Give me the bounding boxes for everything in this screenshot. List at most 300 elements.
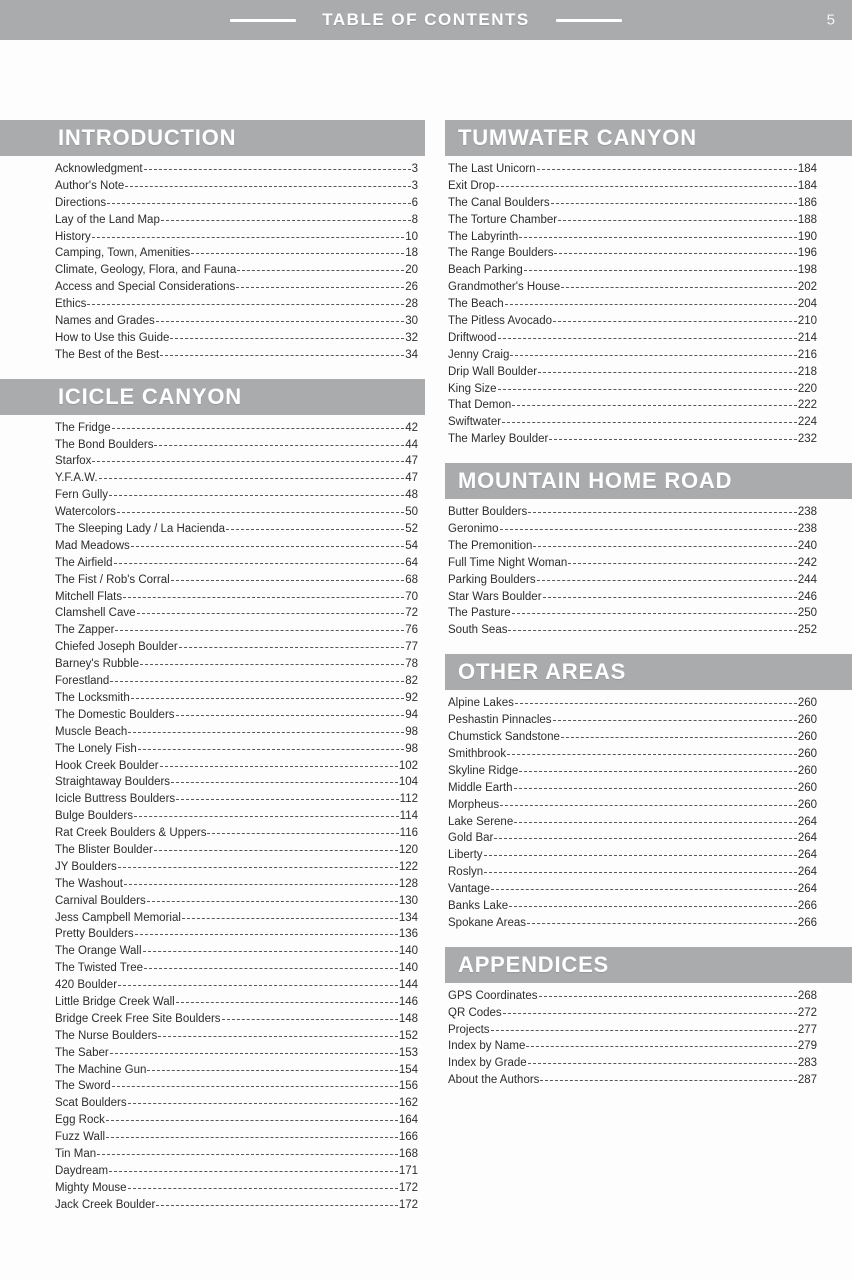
entry-page-number: 264 [797, 883, 817, 896]
entry-label: Ethics [55, 298, 87, 311]
entry-page-number: 260 [797, 714, 817, 727]
dot-leader [147, 901, 398, 902]
toc-entry [55, 470, 418, 487]
dot-leader [176, 715, 405, 716]
entry-page-number: 164 [398, 1114, 418, 1127]
entry-page-number: 264 [797, 849, 817, 862]
entry-label: Gold Bar [448, 832, 494, 845]
toc-section-other-areas [445, 654, 852, 931]
toc-entry [55, 656, 418, 673]
toc-entry [448, 695, 817, 712]
toc-column-right [445, 120, 852, 1104]
toc-entry [448, 538, 817, 555]
dot-leader [237, 270, 404, 271]
entry-page-number: 76 [405, 624, 418, 637]
entry-label: Drip Wall Boulder [448, 365, 538, 378]
entry-label: How to Use this Guide [55, 331, 170, 344]
dot-leader [537, 169, 797, 170]
toc-entry [448, 898, 817, 915]
toc-entry [448, 161, 817, 178]
entry-page-number: 153 [398, 1046, 418, 1059]
toc-entry [448, 589, 817, 606]
section-title: ICICLE CANYON [0, 379, 425, 415]
entry-page-number: 104 [398, 776, 418, 789]
toc-entry [448, 814, 817, 831]
section-title: OTHER AREAS [445, 654, 852, 690]
entry-label: Lake Serene [448, 815, 514, 828]
toc-entry [55, 296, 418, 313]
entry-page-number: 3 [411, 179, 418, 192]
entry-label: The Range Boulders [448, 247, 554, 260]
dot-leader [498, 338, 797, 339]
entry-page-number: 184 [797, 179, 817, 192]
dot-leader [514, 822, 797, 823]
entry-label: Barney's Rubble [55, 658, 140, 671]
entry-page-number: 146 [398, 995, 418, 1008]
toc-entry [55, 161, 418, 178]
toc-entry [448, 572, 817, 589]
dot-leader [123, 597, 404, 598]
entry-page-number: 264 [797, 866, 817, 879]
entry-label: Author's Note [55, 179, 125, 192]
entry-page-number: 98 [405, 725, 418, 738]
entry-label: Pretty Boulders [55, 928, 134, 941]
toc-entry [55, 330, 418, 347]
entry-page-number: 28 [405, 298, 418, 311]
entry-label: Mighty Mouse [55, 1181, 127, 1194]
dot-leader [171, 782, 398, 783]
entry-page-number: 44 [405, 438, 418, 451]
toc-entry [55, 724, 418, 741]
toc-entry [55, 842, 418, 859]
entry-label: Star Wars Boulder [448, 590, 542, 603]
entry-label: The Labyrinth [448, 230, 519, 243]
entry-page-number: 260 [797, 747, 817, 760]
entry-page-number: 78 [405, 658, 418, 671]
entry-page-number: 70 [405, 590, 418, 603]
section-title: TUMWATER CANYON [445, 120, 852, 156]
dot-leader [131, 698, 404, 699]
toc-entry [448, 330, 817, 347]
entry-page-number: 114 [399, 810, 418, 823]
toc-entry [448, 296, 817, 313]
toc-entry [448, 347, 817, 364]
dot-leader [112, 1086, 398, 1087]
entry-page-number: 264 [797, 815, 817, 828]
toc-entry [448, 797, 817, 814]
entry-page-number: 260 [797, 781, 817, 794]
toc-entry [448, 279, 817, 296]
toc-entry [448, 729, 817, 746]
entry-label: Driftwood [448, 331, 497, 344]
dot-leader [484, 855, 797, 856]
entry-page-number: 98 [405, 742, 418, 755]
section-entry-list [445, 161, 852, 448]
header-title-group [230, 10, 621, 30]
entry-label: The Locksmith [55, 691, 130, 704]
toc-entry [55, 313, 418, 330]
entry-label: The Washout [55, 877, 123, 890]
page-title: TABLE OF CONTENTS [322, 10, 530, 29]
dot-leader [115, 630, 404, 631]
dot-leader [540, 1080, 796, 1081]
dot-leader [510, 355, 796, 356]
toc-entry [55, 347, 418, 364]
toc-entry [55, 212, 418, 229]
entry-label: Scat Boulders [55, 1097, 127, 1110]
entry-page-number: 190 [797, 230, 817, 243]
entry-page-number: 130 [398, 894, 418, 907]
entry-label: The Fridge [55, 421, 111, 434]
toc-entry [448, 313, 817, 330]
entry-page-number: 246 [797, 590, 817, 603]
entry-page-number: 72 [405, 607, 418, 620]
toc-entry [448, 847, 817, 864]
entry-page-number: 184 [797, 163, 817, 175]
toc-entry [55, 639, 418, 656]
entry-label: Peshastin Pinnacles [448, 714, 552, 727]
dot-leader [505, 304, 797, 305]
entry-page-number: 287 [797, 1074, 817, 1087]
entry-label: Parking Boulders [448, 573, 536, 586]
dot-leader [112, 428, 405, 429]
entry-page-number: 47 [405, 472, 418, 485]
section-entry-list [445, 504, 852, 639]
dot-leader [515, 703, 797, 704]
dot-leader [508, 630, 796, 631]
entry-label: Vantage [448, 883, 490, 896]
entry-page-number: 136 [398, 928, 418, 941]
toc-entry [55, 1045, 418, 1062]
entry-label: Forestland [55, 675, 110, 688]
dot-leader [118, 985, 398, 986]
dot-leader [160, 766, 398, 767]
entry-page-number: 162 [398, 1097, 418, 1110]
toc-entry [55, 774, 418, 791]
dot-leader [222, 1019, 398, 1020]
entry-label: Banks Lake [448, 899, 509, 912]
entry-label: The Pitless Avocado [448, 315, 552, 328]
toc-section-tumwater-canyon [445, 120, 852, 448]
dot-leader [147, 1070, 397, 1071]
toc-entry [55, 994, 418, 1011]
dot-leader [110, 1053, 398, 1054]
toc-entry [448, 1005, 817, 1022]
entry-page-number: 222 [797, 399, 817, 412]
toc-entry [55, 178, 418, 195]
toc-entry [448, 1038, 817, 1055]
toc-entry [55, 245, 418, 262]
toc-entry [448, 1055, 817, 1072]
entry-page-number: 186 [797, 196, 817, 209]
entry-page-number: 94 [405, 708, 418, 721]
toc-entry [448, 881, 817, 898]
dot-leader [236, 287, 404, 288]
page-header-bar [0, 0, 852, 40]
dot-leader [500, 529, 797, 530]
entry-label: Acknowledgment [55, 163, 143, 175]
toc-entry [55, 977, 418, 994]
entry-label: The Marley Boulder [448, 433, 549, 446]
entry-label: Roslyn [448, 866, 484, 879]
toc-column-left [0, 120, 425, 1229]
toc-entry [55, 1163, 418, 1180]
dot-leader [135, 934, 398, 935]
entry-label: The Beach [448, 298, 504, 311]
entry-label: Access and Special Considerations [55, 281, 236, 294]
entry-label: Mitchell Flats [55, 590, 123, 603]
entry-page-number: 54 [405, 539, 418, 552]
dot-leader [526, 1046, 796, 1047]
entry-label: Camping, Town, Amenities [55, 247, 191, 260]
entry-page-number: 144 [398, 979, 418, 992]
entry-label: Daydream [55, 1164, 109, 1177]
toc-entry [55, 893, 418, 910]
toc-entry [448, 988, 817, 1005]
dot-leader [528, 1063, 797, 1064]
dot-leader [171, 580, 405, 581]
entry-label: Icicle Buttress Boulders [55, 793, 176, 806]
entry-page-number: 3 [411, 163, 418, 175]
dot-leader [528, 512, 797, 513]
entry-page-number: 277 [797, 1023, 817, 1036]
section-entry-list [0, 161, 425, 364]
toc-entry [448, 397, 817, 414]
dot-leader [156, 1205, 397, 1206]
entry-label: Directions [55, 196, 107, 209]
entry-page-number: 272 [797, 1006, 817, 1019]
entry-label: The Torture Chamber [448, 213, 558, 226]
entry-page-number: 218 [797, 365, 817, 378]
entry-label: Jenny Craig [448, 348, 510, 361]
toc-entry [55, 1197, 418, 1214]
entry-label: GPS Coordinates [448, 989, 538, 1002]
entry-label: Alpine Lakes [448, 697, 514, 710]
entry-label: Little Bridge Creek Wall [55, 995, 175, 1008]
entry-page-number: 216 [797, 348, 817, 361]
dot-leader [170, 338, 404, 339]
entry-page-number: 172 [398, 1181, 418, 1194]
entry-label: Smithbrook [448, 747, 507, 760]
entry-page-number: 172 [398, 1198, 418, 1211]
page-number: 5 [826, 11, 835, 29]
dot-leader [182, 918, 398, 919]
section-title: INTRODUCTION [0, 120, 425, 156]
toc-entry [55, 504, 418, 521]
toc-entry [448, 212, 817, 229]
entry-page-number: 166 [398, 1131, 418, 1144]
dot-leader [138, 749, 404, 750]
entry-page-number: 220 [797, 382, 817, 395]
entry-label: Clamshell Cave [55, 607, 136, 620]
entry-page-number: 224 [797, 416, 817, 429]
dot-leader [538, 372, 797, 373]
dot-leader [558, 220, 797, 221]
entry-label: Index by Name [448, 1040, 526, 1053]
entry-label: Full Time Night Woman [448, 556, 568, 569]
entry-page-number: 240 [797, 539, 817, 552]
dot-leader [537, 580, 797, 581]
dot-leader [156, 321, 404, 322]
dot-leader [128, 1188, 398, 1189]
toc-entry [55, 487, 418, 504]
toc-entry [55, 825, 418, 842]
entry-page-number: 18 [405, 247, 418, 260]
toc-entry [55, 229, 418, 246]
entry-label: The Lonely Fish [55, 742, 137, 755]
dot-leader [553, 720, 797, 721]
toc-entry [448, 622, 817, 639]
entry-label: Morpheus [448, 798, 500, 811]
entry-page-number: 152 [398, 1029, 418, 1042]
entry-page-number: 260 [797, 697, 817, 710]
entry-page-number: 128 [398, 877, 418, 890]
dot-leader [110, 681, 404, 682]
toc-entry [55, 420, 418, 437]
dot-leader [554, 253, 796, 254]
toc-entry [448, 746, 817, 763]
header-rule-right [556, 19, 622, 22]
entry-label: History [55, 230, 91, 243]
entry-page-number: 77 [405, 641, 418, 654]
entry-label: QR Codes [448, 1006, 502, 1019]
dot-leader [144, 968, 398, 969]
entry-label: The Blister Boulder [55, 843, 153, 856]
entry-page-number: 260 [797, 764, 817, 777]
entry-label: Beach Parking [448, 264, 523, 277]
entry-page-number: 202 [797, 281, 817, 294]
toc-section-introduction [0, 120, 425, 364]
entry-page-number: 140 [398, 962, 418, 975]
dot-leader [561, 287, 797, 288]
entry-page-number: 214 [797, 331, 817, 344]
toc-section-icicle-canyon [0, 379, 425, 1214]
dot-leader [527, 923, 797, 924]
toc-entry [55, 437, 418, 454]
entry-label: Watercolors [55, 506, 116, 519]
dot-leader [106, 1137, 398, 1138]
entry-label: Muscle Beach [55, 725, 128, 738]
entry-page-number: 188 [797, 213, 817, 226]
entry-page-number: 112 [399, 793, 418, 806]
toc-entry [55, 876, 418, 893]
dot-leader [109, 1171, 398, 1172]
dot-leader [503, 1013, 797, 1014]
dot-leader [134, 816, 399, 817]
toc-entry [448, 245, 817, 262]
entry-page-number: 260 [797, 798, 817, 811]
toc-entry [55, 195, 418, 212]
dot-leader [207, 833, 398, 834]
entry-label: Index by Grade [448, 1057, 527, 1070]
entry-label: The Canal Boulders [448, 196, 550, 209]
entry-label: Fuzz Wall [55, 1131, 106, 1144]
toc-section-appendices [445, 947, 852, 1089]
dot-leader [176, 1002, 398, 1003]
entry-page-number: 171 [398, 1164, 418, 1177]
entry-label: The Domestic Boulders [55, 708, 175, 721]
entry-page-number: 92 [405, 691, 418, 704]
dot-leader [117, 512, 404, 513]
dot-leader [92, 237, 404, 238]
toc-entry [55, 1180, 418, 1197]
entry-page-number: 140 [398, 945, 418, 958]
entry-page-number: 238 [797, 506, 817, 519]
dot-leader [494, 838, 796, 839]
toc-entry [448, 521, 817, 538]
dot-leader [568, 563, 797, 564]
entry-page-number: 102 [398, 759, 418, 772]
toc-entry [448, 431, 817, 448]
entry-page-number: 20 [405, 264, 418, 277]
entry-page-number: 82 [405, 675, 418, 688]
toc-entry [55, 605, 418, 622]
entry-page-number: 283 [797, 1057, 817, 1070]
entry-label: The Pasture [448, 607, 511, 620]
dot-leader [114, 563, 405, 564]
toc-entry [448, 780, 817, 797]
entry-page-number: 252 [797, 624, 817, 637]
entry-label: The Nurse Boulders [55, 1029, 158, 1042]
toc-entry [55, 1062, 418, 1079]
toc-entry [55, 521, 418, 538]
entry-page-number: 32 [405, 331, 418, 344]
entry-page-number: 198 [797, 264, 817, 277]
entry-label: Chiefed Joseph Boulder [55, 641, 178, 654]
entry-page-number: 42 [405, 421, 418, 434]
toc-entry [55, 943, 418, 960]
entry-label: Chumstick Sandstone [448, 731, 560, 744]
entry-page-number: 232 [797, 433, 817, 446]
toc-entry [448, 195, 817, 212]
entry-label: South Seas [448, 624, 508, 637]
dot-leader [551, 203, 797, 204]
dot-leader [533, 546, 796, 547]
toc-entry [448, 381, 817, 398]
entry-label: Starfox [55, 455, 92, 468]
entry-label: The Best of the Best [55, 348, 160, 361]
toc-entry [55, 1129, 418, 1146]
entry-label: Middle Earth [448, 781, 513, 794]
dot-leader [496, 186, 797, 187]
entry-page-number: 10 [405, 230, 418, 243]
dot-leader [161, 220, 411, 221]
dot-leader [118, 867, 398, 868]
header-rule-left [230, 19, 296, 22]
entry-label: The Orange Wall [55, 945, 142, 958]
toc-entry [448, 262, 817, 279]
entry-label: The Saber [55, 1046, 109, 1059]
entry-page-number: 250 [797, 607, 817, 620]
entry-label: The Fist / Rob's Corral [55, 573, 170, 586]
dot-leader [158, 1036, 398, 1037]
entry-label: Egg Rock [55, 1114, 105, 1127]
entry-label: The Last Unicorn [448, 163, 536, 175]
toc-entry [55, 1011, 418, 1028]
toc-entry [55, 673, 418, 690]
entry-page-number: 50 [405, 506, 418, 519]
toc-entry [55, 589, 418, 606]
entry-page-number: 168 [398, 1147, 418, 1160]
entry-label: Butter Boulders [448, 506, 528, 519]
toc-entry [448, 1072, 817, 1089]
dot-leader [128, 732, 404, 733]
toc-entry [55, 690, 418, 707]
toc-entry [55, 572, 418, 589]
dot-leader [512, 405, 797, 406]
toc-entry [55, 1078, 418, 1095]
toc-entry [55, 1146, 418, 1163]
